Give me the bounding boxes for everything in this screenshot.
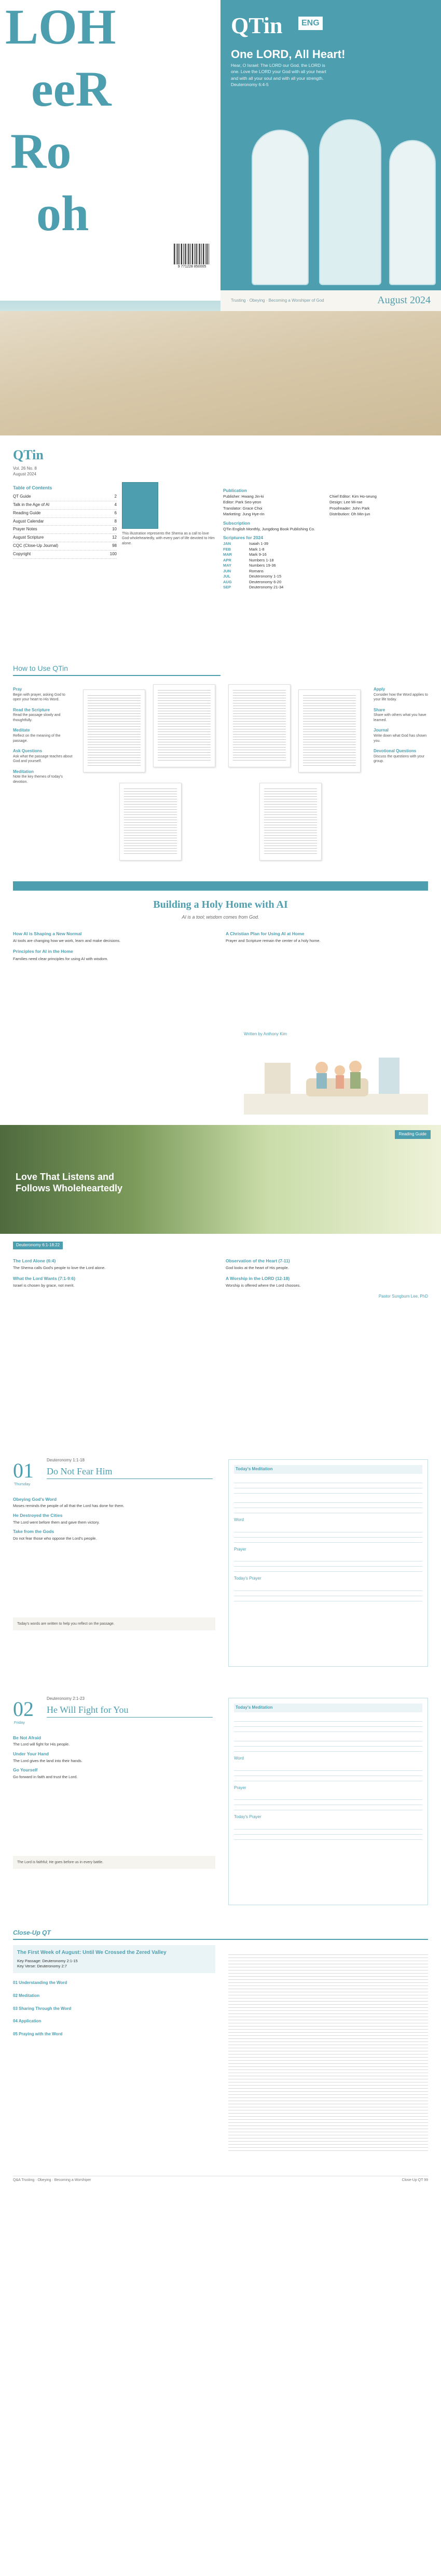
journal-lines[interactable]: [234, 1498, 422, 1513]
journal-lines[interactable]: [234, 1716, 422, 1732]
cover-verse-ref: Deuteronomy 6:4-5: [231, 81, 269, 87]
spine-word-4: oh: [36, 186, 89, 241]
close-up-line: Key Passage: Deuteronomy 2:1-15: [17, 1958, 78, 1963]
howto-item: [13, 769, 73, 785]
cover-month: August 2024: [377, 294, 431, 306]
section-heading: A Worship in the LORD (12-18): [226, 1275, 290, 1281]
section-text: The Shema calls God's people to love the Lord alone.: [13, 1265, 106, 1271]
toc-list: [13, 493, 117, 558]
credit-item: Design: Lee Mi-rae: [329, 500, 363, 505]
article-column-left: [13, 926, 215, 962]
page-sample-1: [83, 689, 145, 772]
article-header-bar: [13, 881, 428, 891]
sand-illustration: [0, 311, 441, 435]
close-up-section: [13, 1993, 215, 1999]
devotion-heading: Be Not Afraid: [13, 1735, 41, 1740]
page-sample-5: [119, 783, 182, 861]
toc-page: 10: [112, 527, 117, 532]
schedule-row: [223, 552, 431, 558]
reading-guide-column-left: [13, 1254, 215, 1289]
toc-page: 98: [112, 543, 117, 548]
devotion-heading: He Destroyed the Cities: [13, 1513, 63, 1518]
journal-lines[interactable]: [234, 1586, 422, 1601]
spine-word-2: eeR: [31, 61, 112, 117]
howto-item-text: Ask what the passage teaches about God and yourself.: [13, 754, 73, 764]
barcode: [174, 244, 210, 264]
subscribe-title: Subscription: [223, 520, 250, 526]
schedule-month: SEP: [223, 585, 231, 590]
howto-item-text: Consider how the Word applies to your life today.: [374, 693, 428, 702]
page-sample-3: [228, 684, 291, 767]
howto-item: [374, 728, 433, 743]
schedule-month: JUL: [223, 574, 231, 579]
journal-label: Word: [234, 1517, 244, 1522]
passage-label: Deuteronomy 6:1-18:22: [13, 1242, 63, 1249]
close-up-qt: [0, 1918, 441, 2188]
toc-row: [13, 501, 117, 510]
devotion-heading: Take from the Gods: [13, 1529, 54, 1535]
close-up-section: [13, 1980, 215, 1986]
cover-verse-text: Hear, O Israel: The LORD our God, the LORD is one. Love the LORD your God with all your heart and with all your soul and with all your strength.: [231, 63, 326, 81]
howto-item-text: Discuss the questions with your group.: [374, 754, 425, 764]
devotion-paragraph: Do not fear those who oppose the Lord's people.: [13, 1536, 97, 1541]
schedule-month: FEB: [223, 546, 231, 552]
schedule-row: [223, 580, 431, 585]
journal-label: Prayer: [234, 1785, 246, 1790]
devotion-paragraph: Moses reminds the people of all that the Lord has done for them.: [13, 1503, 125, 1509]
close-up-section-label: 04 Application: [13, 2019, 42, 2024]
reading-guide-author: Pastor Sungbum Lee, PhD: [378, 1294, 428, 1299]
journal-label: Word: [234, 1755, 244, 1761]
toc-page: 8: [114, 518, 117, 524]
toc-page: 6: [114, 510, 117, 515]
contents-page: [0, 435, 441, 653]
close-up-title: The First Week of August: Until We Crossed the Zered Valley: [17, 1950, 167, 1956]
devotion-divider: [47, 1717, 213, 1718]
devotion-paragraph: The Lord went before them and gave them victory.: [13, 1519, 100, 1525]
devotion-note: Today's words are written to help you reflect on the passage.: [13, 1617, 215, 1630]
howto-item-heading: Ask Questions: [13, 749, 43, 754]
devotion-number: 02: [13, 1697, 34, 1721]
devotion-title: Do Not Fear Him: [47, 1466, 113, 1476]
section-text: Israel is chosen by grace, not merit.: [13, 1283, 75, 1288]
howto-item: [13, 687, 73, 702]
devotion-text: [13, 1732, 215, 1780]
article-column-right: [226, 926, 428, 962]
journal-lines[interactable]: [234, 1824, 422, 1840]
reading-guide-column-right: [226, 1254, 428, 1289]
cover-subtitle: Trusting · Obeying · Becoming a Worshiper of God: [231, 298, 324, 303]
howto-item-heading: Share: [374, 707, 385, 712]
schedule-books: Numbers 19-36: [249, 563, 276, 568]
devotion-title: He Will Fight for You: [47, 1705, 129, 1715]
section-heading: The Lord Alone (6:4): [13, 1258, 56, 1263]
spine-word-3: Ro: [10, 123, 72, 179]
reading-guide: [0, 1125, 441, 1441]
howto-item: [374, 749, 433, 764]
credit-item: Publisher: Hwang Jin-ki: [223, 494, 264, 499]
credit-item: Translator: Grace Choi: [223, 505, 263, 511]
credits-title: Publication: [223, 488, 247, 493]
devotion-number: 01: [13, 1459, 34, 1482]
section-heading: Principles for AI in the Home: [13, 949, 73, 954]
credit-item: Marketing: Jung Hye-rin: [223, 512, 265, 517]
article-title: Building a Holy Home with AI: [153, 899, 288, 910]
schedule-month: MAY: [223, 563, 231, 568]
credits: [223, 485, 431, 590]
close-up-summary: [13, 1945, 215, 1973]
footer-right: Close-Up QT 99: [402, 2178, 428, 2182]
toc-label: Copyright: [13, 551, 31, 556]
toc-row: [13, 542, 117, 551]
toc-label: Reading Guide: [13, 510, 41, 515]
schedule-title: Scriptures for 2024: [223, 535, 264, 541]
toc-label: QT Guide: [13, 494, 31, 499]
schedule-books: Mark 1-8: [249, 546, 265, 552]
article-author: Written by Anthony Kim: [244, 1032, 287, 1036]
issue-line: August 2024: [13, 471, 36, 476]
howto-title: How to Use QTin: [13, 664, 220, 676]
schedule-books: Deuteronomy 21-34: [249, 585, 284, 590]
howto-right-column: [374, 682, 433, 764]
journal-lines[interactable]: [234, 1527, 422, 1543]
table-of-contents: [13, 485, 117, 559]
schedule-row: [223, 574, 431, 580]
subscribe-text: QTin English Monthly, Jungdong Book Publishing Co.: [223, 526, 315, 531]
schedule-books: Deuteronomy 6-20: [249, 579, 282, 584]
credit-item: Chief Editor: Kim Ho-seung: [329, 494, 377, 499]
reading-guide-columns: [13, 1254, 428, 1289]
credits-grid: [223, 494, 431, 517]
credit-item: Proofreader: John Park: [329, 505, 370, 511]
close-up-sections: [13, 1980, 215, 2037]
toc-page: 12: [112, 535, 117, 540]
section-heading: How AI is Shaping a New Normal: [13, 931, 82, 937]
journal-box: [228, 1698, 428, 1905]
reading-guide-tag: Reading Guide: [395, 1130, 431, 1139]
section-text: God looks at the heart of His people.: [226, 1265, 289, 1271]
schedule-month: JUN: [223, 568, 231, 573]
close-up-logo: Close-Up QT: [13, 1929, 51, 1936]
cover-arch-2: [319, 119, 381, 285]
toc-row: [13, 518, 117, 526]
journal-title: Today's Meditation: [234, 1465, 422, 1474]
close-up-section-label: 02 Meditation: [13, 1993, 40, 1998]
journal-title: Today's Meditation: [234, 1704, 422, 1712]
howto-item-text: Share with others what you have learned.: [374, 713, 426, 722]
section-text: Prayer and Scripture remain the center of a holy home.: [226, 938, 321, 944]
how-to-page: [0, 653, 441, 871]
article-subtitle: AI is a tool; wisdom comes from God.: [182, 914, 259, 920]
reading-guide-body: [13, 1242, 428, 1300]
howto-item-text: Note the key themes of today's devotion.: [13, 775, 63, 784]
toc-label: August Scripture: [13, 535, 44, 540]
devotion-note: The Lord is faithful; He goes before us in every battle.: [13, 1856, 215, 1869]
devotion-heading: Under Your Hand: [13, 1751, 49, 1757]
howto-item-heading: Journal: [374, 728, 389, 733]
howto-item-heading: Devotional Questions: [374, 749, 417, 754]
journal-lines[interactable]: [234, 1795, 422, 1810]
footer-left: Q&A Trusting · Obeying · Becoming a Worshiper: [13, 2178, 91, 2182]
devotion-text: [13, 1493, 215, 1542]
schedule-row: [223, 569, 431, 574]
lang-tag: ENG: [298, 17, 323, 30]
devotion-paragraph: Go forward in faith and trust the Lord.: [13, 1774, 78, 1779]
howto-item-text: Begin with prayer, asking God to open your heart to His Word.: [13, 693, 65, 702]
schedule-books: Deuteronomy 1-15: [249, 574, 282, 579]
toc-row: [13, 493, 117, 501]
howto-item-heading: Read the Scripture: [13, 707, 50, 712]
toc-row: [13, 534, 117, 542]
devotion-day: Thursday: [14, 1482, 31, 1486]
schedule-month: JAN: [223, 541, 231, 546]
section-heading: What the Lord Wants (7:1-9:6): [13, 1275, 76, 1281]
toc-label: CQC (Close-Up Journal): [13, 543, 59, 548]
schedule-month: AUG: [223, 579, 232, 584]
devotion-reference: Deuteronomy 1:1-18: [47, 1458, 85, 1462]
issue-info: [13, 466, 428, 477]
close-up-text-block: [228, 1954, 428, 2151]
section-text: Families need clear principles for using AI with wisdom.: [13, 956, 108, 961]
close-up-header: [13, 1929, 428, 1940]
reading-guide-title-line: Love That Listens and: [16, 1172, 115, 1182]
schedule-books: Isaiah 1-39: [249, 541, 269, 546]
section-heading: A Christian Plan for Using AI at Home: [226, 931, 305, 937]
devotion-01: [0, 1441, 441, 1680]
journal-label: Prayer: [234, 1546, 246, 1552]
section-heading: Observation of the Heart (7-11): [226, 1258, 290, 1263]
reading-guide-title-line: Follows Wholeheartedly: [16, 1183, 123, 1193]
toc-row: [13, 526, 117, 534]
howto-item-text: Read the passage slowly and thoughtfully.: [13, 713, 61, 722]
schedule-row: [223, 541, 431, 547]
howto-item-text: Reflect on the meaning of the passage.: [13, 734, 61, 743]
section-text: Worship is offered where the Lord chooses.: [226, 1283, 301, 1288]
journal-lines[interactable]: [234, 1766, 422, 1781]
journal-lines[interactable]: [234, 1478, 422, 1494]
howto-item: [13, 708, 73, 723]
toc-label: Prayer Notes: [13, 527, 37, 532]
schedule-month: APR: [223, 557, 231, 562]
toc-row: [13, 510, 117, 518]
spine-word-1: LOH: [5, 0, 116, 54]
cover-arch-1: [252, 130, 309, 285]
toc-page: 2: [114, 494, 117, 499]
page-sample-6: [259, 783, 322, 861]
page-sample-4: [298, 689, 361, 772]
howto-item: [13, 749, 73, 764]
devotion-day: Friday: [14, 1720, 25, 1725]
howto-left-column: [13, 682, 73, 784]
page-footer: [13, 2176, 428, 2183]
close-up-section: [13, 2006, 215, 2012]
schedule-row: [223, 558, 431, 564]
journal-label: Today's Prayer: [234, 1814, 261, 1820]
schedule-books: Romans: [249, 568, 264, 573]
toc-label: August Calendar: [13, 518, 44, 524]
schedule-books: Numbers 1-18: [249, 557, 274, 562]
toc-page: 4: [114, 502, 117, 507]
howto-item: [13, 728, 73, 743]
cover-title: One LORD, All Heart!: [231, 48, 346, 61]
close-up-section: [13, 2019, 215, 2024]
schedule-books: Mark 9-16: [249, 552, 267, 557]
devotion-paragraph: The Lord gives the land into their hands.: [13, 1758, 82, 1763]
devotion-reference: Deuteronomy 2:1-23: [47, 1696, 85, 1701]
family-illustration: [244, 1042, 428, 1115]
close-up-section-label: 05 Praying with the Word: [13, 2032, 63, 2037]
issue-line: Vol. 26 No. 8: [13, 466, 37, 471]
journal-lines[interactable]: [234, 1736, 422, 1752]
contents-logo: QTin: [13, 447, 44, 462]
devotion-heading: Go Yourself: [13, 1767, 38, 1773]
close-up-section: [13, 2032, 215, 2037]
toc-title: Table of Contents: [13, 485, 52, 490]
journal-lines[interactable]: [234, 1556, 422, 1572]
howto-item-heading: Meditation: [13, 769, 34, 774]
schedule-row: [223, 547, 431, 553]
schedule-row: [223, 585, 431, 590]
credit-item: Editor: Park Seo-yeon: [223, 500, 261, 505]
schedule-list: [223, 541, 431, 590]
barcode-number: 9 771228 850005: [177, 265, 206, 269]
close-up-section-label: 01 Understanding the Word: [13, 1980, 67, 1985]
reading-guide-title: [16, 1172, 122, 1194]
howto-item-heading: Meditate: [13, 728, 30, 733]
credit-item: Distribution: Oh Min-jun: [329, 512, 370, 517]
devotion-heading: Obeying God's Word: [13, 1497, 57, 1502]
toc-row: [13, 551, 117, 559]
page-sample-2: [153, 684, 215, 767]
howto-item-heading: Pray: [13, 687, 22, 692]
devotion-02: [0, 1680, 441, 1918]
journal-label: Today's Prayer: [234, 1576, 261, 1581]
mini-cover-image: [122, 482, 158, 529]
article-ai-home: [0, 871, 441, 1125]
article-body: [13, 926, 428, 962]
section-text: AI tools are changing how we work, learn and make decisions.: [13, 938, 121, 944]
cover-logo: QTin: [231, 13, 283, 38]
close-up-line: Key Verse: Deuteronomy 2:7: [17, 1963, 67, 1968]
journal-box: [228, 1459, 428, 1667]
toc-label: Talk in the Age of AI: [13, 502, 50, 507]
cover-arch-3: [389, 140, 436, 285]
cover-caption: This illustration represents the Shema as a call to love God wholeheartedly, with every part of life devoted to Him alone.: [122, 532, 215, 545]
howto-item: [374, 708, 433, 723]
schedule-month: MAR: [223, 552, 232, 557]
toc-page: 100: [109, 551, 117, 556]
howto-item-text: Write down what God has shown you.: [374, 734, 427, 743]
howto-item: [374, 687, 433, 702]
devotion-paragraph: The Lord will fight for His people.: [13, 1742, 70, 1747]
cover: [0, 0, 441, 435]
schedule-row: [223, 563, 431, 569]
howto-item-heading: Apply: [374, 687, 385, 692]
close-up-section-label: 03 Sharing Through the Word: [13, 2006, 72, 2011]
cover-verse: [231, 62, 335, 88]
